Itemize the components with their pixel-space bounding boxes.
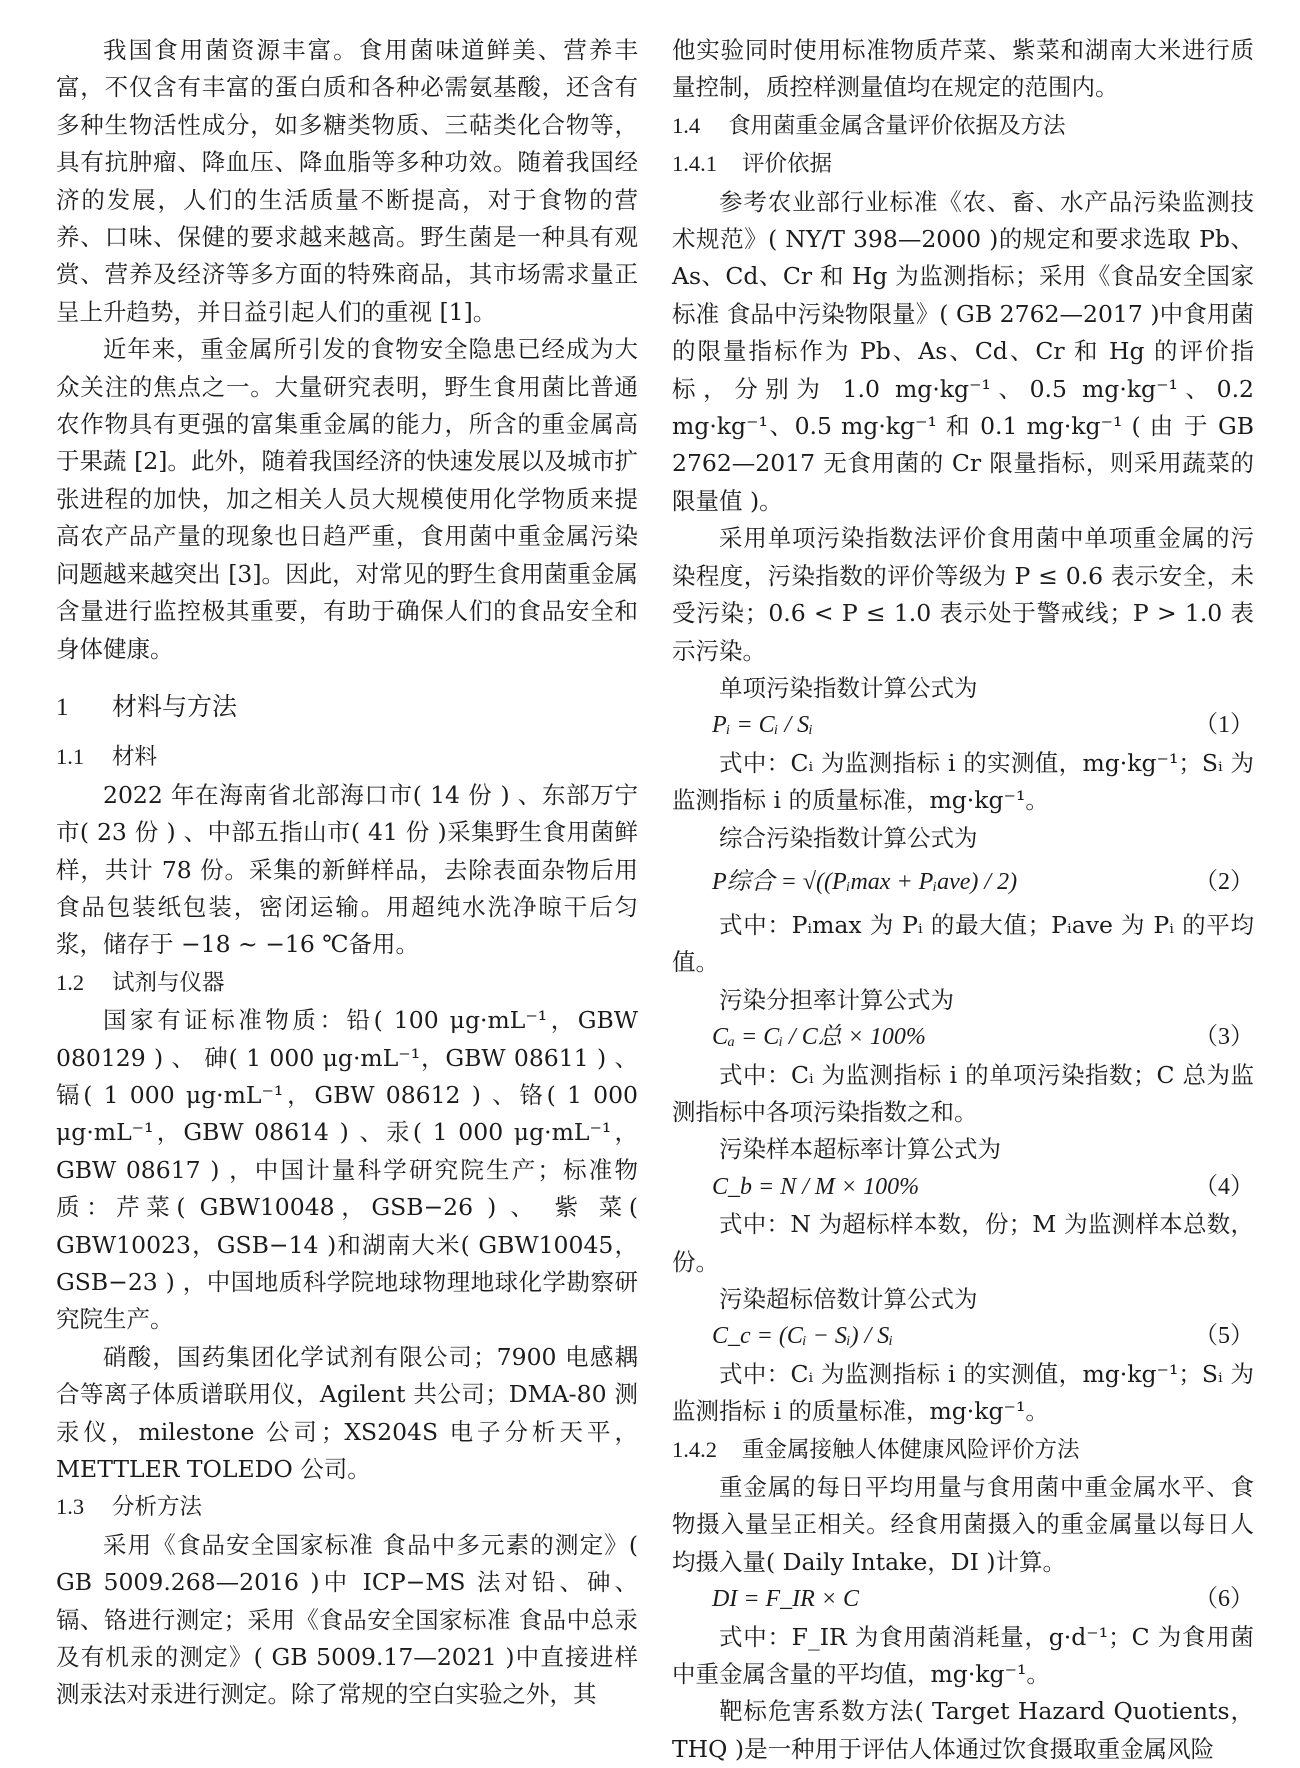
section-1-2-heading [56, 964, 638, 1002]
formula-1-note: 式中：Cᵢ 为监测指标 i 的实测值，mg·kg⁻¹；Sᵢ 为监测指标 i 的质量标准，mg·kg⁻¹。 [672, 748, 1254, 815]
section-number: 1.4.2 [672, 1436, 717, 1462]
section-title: 重金属接触人体健康风险评价方法 [742, 1436, 1080, 1463]
formula-1 [672, 707, 1254, 744]
formula-number: （2） [1194, 868, 1254, 895]
formula-5-note: 式中：Cᵢ 为监测指标 i 的实测值，mg·kg⁻¹；Sᵢ 为监测指标 i 的质量标准，mg·kg⁻¹。 [672, 1359, 1254, 1426]
section-1-4-1-heading [672, 145, 1254, 183]
formula-expression: DI = F_IR × C [712, 1586, 860, 1613]
formula-5-intro: 污染超标倍数计算公式为 [719, 1284, 978, 1313]
section-number: 1.3 [56, 1494, 85, 1520]
thq-paragraph: 靶标危害系数方法( Target Hazard Quotients，THQ )是一种用于评估人体通过饮食摄取重金属风险 [672, 1697, 1254, 1763]
formula-6 [672, 1581, 1254, 1618]
formula-3 [672, 1019, 1254, 1056]
intro-paragraph-1: 我国食用菌资源丰富。食用菌味道鲜美、营养丰富，不仅含有丰富的蛋白质和各种必需氨基酸，还含有多种生物活性成分，如多糖类物质、三萜类化合物等，具有抗肿瘤、降血压、降血脂等多种功效。随着我国经济的发展，人们的生活质量不断提高，对于食物的营养、口味、保健的要求越来越高。野生菌是一种具有观赏、营养及经济等多方面的特殊商品，其市场需求量正呈上升趋势，并日益引起人们的重视 [1]。 [56, 36, 638, 326]
section-title: 材料 [112, 744, 158, 771]
section-number: 1.4 [672, 112, 701, 138]
section-title: 评价依据 [742, 151, 833, 178]
section-number: 1 [56, 693, 69, 721]
health-risk-paragraph: 重金属的每日平均用量与食用菌中重金属水平、食物摄入量呈正相关。经食用菌摄入的重金属量以每日人均摄入量( Daily Intake，DI )计算。 [672, 1472, 1254, 1576]
formula-expression: C_c = (Cᵢ − Sᵢ) / Sᵢ [712, 1323, 894, 1350]
formula-number: （5） [1194, 1323, 1254, 1350]
formula-1-intro: 单项污染指数计算公式为 [719, 673, 978, 702]
formula-4-note: 式中：N 为超标样本数，份；M 为监测样本总数，份。 [672, 1210, 1254, 1276]
continued-paragraph: 他实验同时使用标准物质芹菜、紫菜和湖南大米进行质量控制，质控样测量值均在规定的范围内。 [672, 36, 1254, 102]
formula-number: （1） [1194, 712, 1254, 739]
analysis-method-paragraph: 采用《食品安全国家标准 食品中多元素的测定》( GB 5009.268—2016 )中 ICP−MS 法对铅、砷、镉、铬进行测定；采用《食品安全国家标准 食品中总汞及有机汞的测定》( GB 5009.17—2021 )中直接进样测汞法对汞进行测定。除了常规的空白实验之外，其 [56, 1530, 638, 1709]
section-1-heading [56, 688, 638, 726]
formula-number: （3） [1194, 1024, 1254, 1051]
evaluation-basis-paragraph: 参考农业部行业标准《农、畜、水产品污染监测技术规范》( NY/T 398—2000 )的规定和要求选取 Pb、As、Cd、Cr 和 Hg 为监测指标；采用《食品安全国家标准 食品中污染物限量》( GB 2762—2017 )中食用菌的限量指标作为 Pb、As、Cd、Cr 和 Hg 的评价指标，分别为 1.0 mg·kg⁻¹、0.5 mg·kg⁻¹、0.2 mg·kg⁻¹、0.5 mg·kg⁻¹ 和 0.1 mg·kg⁻¹ ( 由 于 GB 2762—2017 无食用菌的 Cr 限量指标，则采用蔬菜的限量值 )。 [672, 187, 1254, 515]
section-number: 1.2 [56, 969, 85, 995]
formula-2-intro: 综合污染指数计算公式为 [719, 823, 978, 852]
formula-4 [672, 1169, 1254, 1206]
formula-expression: Cₐ = Cᵢ / C总 × 100% [712, 1024, 926, 1051]
reagents-paragraph: 国家有证标准物质：铅( 100 μg·mL⁻¹，GBW 080129 ) 、 砷( 1 000 μg·mL⁻¹，GBW 08611 ) 、 镉( 1 000 μg·mL⁻¹，GBW 08612 ) 、铬( 1 000 μg·mL⁻¹，GBW 08614 ) 、汞( 1 000 μg·mL⁻¹，GBW 08617 ) ，中国计量科学研究院生产；标准物质：芹菜( GBW10048，GSB−26 ) 、 紫 菜( GBW10023，GSB−14 )和湖南大米( GBW10045，GSB−23 ) ，中国地质科学院地球物理地球化学勘察研究院生产。 [56, 1006, 638, 1334]
section-number: 1.4.1 [672, 151, 717, 177]
right-column [672, 32, 1254, 1768]
instruments-paragraph: 硝酸，国药集团化学试剂有限公司；7900 电感耦合等离子体质谱联用仪，Agilent 共公司；DMA-80 测汞仪，milestone 公司；XS204S 电子分析天平，METTLER TOLEDO 公司。 [56, 1342, 638, 1484]
formula-5 [672, 1318, 1254, 1355]
formula-number: （6） [1194, 1586, 1254, 1613]
pollution-index-paragraph: 采用单项污染指数法评价食用菌中单项重金属的污染程度，污染指数的评价等级为 P ≤ 0.6 表示安全，未受污染；0.6 < P ≤ 1.0 表示处于警戒线；P > 1.0 表示污染。 [672, 524, 1254, 665]
formula-3-note: 式中：Cᵢ 为监测指标 i 的单项污染指数；C 总为监测指标中各项污染指数之和。 [672, 1060, 1254, 1126]
formula-3-intro: 污染分担率计算公式为 [719, 985, 954, 1014]
section-1-4-2-heading [672, 1431, 1254, 1469]
formula-number: （4） [1194, 1173, 1254, 1200]
section-title: 食用菌重金属含量评价依据及方法 [728, 112, 1066, 139]
formula-6-note: 式中：F_IR 为食用菌消耗量，g·d⁻¹；C 为食用菌中重金属含量的平均值，mg·kg⁻¹。 [672, 1622, 1254, 1688]
formula-2-note: 式中：Pᵢmax 为 Pᵢ 的最大值；Pᵢave 为 Pᵢ 的平均值。 [672, 910, 1254, 977]
section-title: 材料与方法 [112, 691, 238, 721]
section-1-3-heading [56, 1488, 638, 1526]
intro-paragraph-2: 近年来，重金属所引发的食物安全隐患已经成为大众关注的焦点之一。大量研究表明，野生食用菌比普通农作物具有更强的富集重金属的能力，所含的重金属高于果蔬 [2]。此外，随着我国经济的快速发展以及城市扩张进程的加快，加之相关人员大规模使用化学物质来提高农产品产量的现象也日趋严重，食用菌中重金属污染问题越来越突出 [3]。因此，对常见的野生食用菌重金属含量进行监控极其重要，有助于确保人们的食品安全和身体健康。 [56, 335, 638, 663]
formula-expression: P综合 = √((Pᵢmax + Pᵢave) / 2) [712, 868, 1018, 895]
formula-expression: C_b = N / M × 100% [712, 1173, 920, 1200]
section-1-1-heading [56, 738, 638, 776]
formula-2 [672, 857, 1254, 907]
left-column [56, 32, 638, 1714]
formula-expression: Pᵢ = Cᵢ / Sᵢ [712, 712, 813, 739]
materials-paragraph: 2022 年在海南省北部海口市( 14 份 ) 、东部万宁市( 23 份 ) 、中部五指山市( 41 份 )采集野生食用菌鲜样，共计 78 份。采集的新鲜样品，去除表面杂物后用食品包装纸包装，密闭运输。用超纯水洗净晾干后匀浆，储存于 −18 ~ −16 ℃备用。 [56, 780, 638, 959]
section-title: 分析方法 [112, 1494, 203, 1521]
section-1-4-heading [672, 107, 1254, 145]
section-title: 试剂与仪器 [112, 969, 225, 996]
section-number: 1.1 [56, 744, 85, 770]
formula-4-intro: 污染样本超标率计算公式为 [719, 1135, 1001, 1164]
